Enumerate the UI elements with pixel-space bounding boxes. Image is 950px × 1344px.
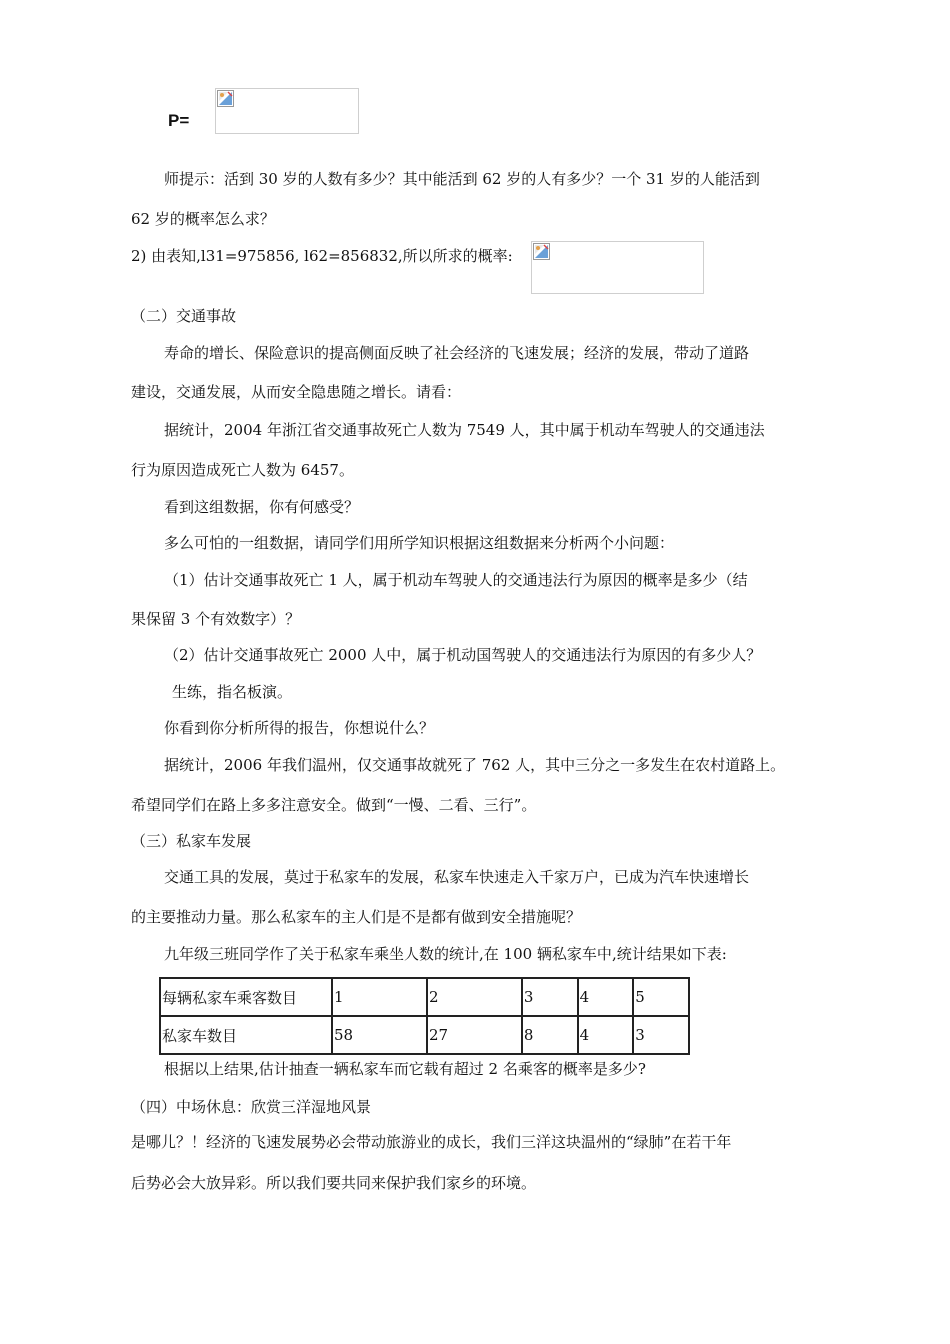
section-title-wetland: （四）中场休息：欣赏三洋湿地风景 — [131, 1098, 372, 1116]
probability-label: P= — [168, 111, 190, 130]
answer-line: 2) 由表知,l31=975856, l62=856832,所以所求的概率: — [131, 247, 513, 265]
formula-image-placeholder — [215, 88, 359, 134]
question-1-line1: （1）估计交通事故死亡 1 人，属于机动车驾驶人的交通违法行为原因的概率是多少（结 — [164, 571, 748, 589]
table-cell: 5 — [633, 978, 689, 1016]
paragraph-line: 建设，交通发展，从而安全隐患随之增长。请看： — [131, 383, 462, 401]
paragraph-line: 的主要推动力量。那么私家车的主人们是不是都有做到安全措施呢？ — [131, 908, 582, 926]
table-cell: 4 — [578, 978, 634, 1016]
table-cell: 3 — [522, 978, 578, 1016]
paragraph-line: 看到这组数据，你有何感受？ — [164, 498, 360, 516]
table-cell: 4 — [578, 1016, 634, 1054]
table-cell: 2 — [427, 978, 522, 1016]
table-cell: 8 — [522, 1016, 578, 1054]
table-row — [160, 978, 689, 1016]
table-cell: 每辆私家车乘客数目 — [160, 978, 332, 1016]
table-cell: 3 — [633, 1016, 689, 1054]
section-title-traffic: （二）交通事故 — [131, 307, 237, 325]
paragraph-line: 交通工具的发展，莫过于私家车的发展，私家车快速走入千家万户，已成为汽车快速增长 — [164, 868, 750, 886]
paragraph-line: 是哪儿？！经济的飞速发展势必会带动旅游业的成长，我们三洋这块温州的“绿肺”在若干年 — [131, 1133, 732, 1151]
table-row — [160, 1016, 689, 1054]
paragraph-line: 据统计，2004 年浙江省交通事故死亡人数为 7549 人，其中属于机动车驾驶人的交通违法 — [164, 421, 765, 439]
paragraph-line: 希望同学们在路上多多注意安全。做到“一慢、二看、三行”。 — [131, 796, 537, 814]
table-cell: 私家车数目 — [160, 1016, 332, 1054]
broken-image-icon — [217, 90, 234, 107]
paragraph-line: 你看到你分析所得的报告，你想说什么？ — [164, 719, 435, 737]
answer-image-placeholder — [531, 241, 704, 294]
teacher-hint-line2: 62 岁的概率怎么求？ — [131, 210, 275, 228]
question-1-line2: 果保留 3 个有效数字）？ — [131, 610, 301, 628]
paragraph-line: 根据以上结果,估计抽查一辆私家车而它载有超过 2 名乘客的概率是多少? — [164, 1060, 646, 1078]
table-cell: 58 — [332, 1016, 427, 1054]
paragraph-line: 多么可怕的一组数据，请同学们用所学知识根据这组数据来分析两个小问题： — [164, 534, 675, 552]
passenger-stats-table — [159, 977, 690, 1055]
paragraph-line: 寿命的增长、保险意识的提高侧面反映了社会经济的飞速发展；经济的发展，带动了道路 — [164, 344, 750, 362]
table-cell: 1 — [332, 978, 427, 1016]
paragraph-line: 后势必会大放异彩。所以我们要共同来保护我们家乡的环境。 — [131, 1174, 537, 1192]
table-cell: 27 — [427, 1016, 522, 1054]
question-2: （2）估计交通事故死亡 2000 人中，属于机动国驾驶人的交通违法行为原因的有多少人？ — [164, 646, 762, 664]
broken-image-icon — [533, 243, 550, 260]
paragraph-line: 生练，指名板演。 — [172, 683, 293, 701]
paragraph-line: 行为原因造成死亡人数为 6457。 — [131, 461, 354, 479]
paragraph-line: 据统计，2006 年我们温州，仅交通事故就死了 762 人，其中三分之一多发生在农村道路上。 — [164, 756, 786, 774]
section-title-private-car: （三）私家车发展 — [131, 832, 252, 850]
paragraph-line: 九年级三班同学作了关于私家车乘坐人数的统计,在 100 辆私家车中,统计结果如下表: — [164, 945, 727, 963]
teacher-hint-line1: 师提示：活到 30 岁的人数有多少？其中能活到 62 岁的人有多少？一个 31 岁的人能活到 — [164, 170, 760, 188]
